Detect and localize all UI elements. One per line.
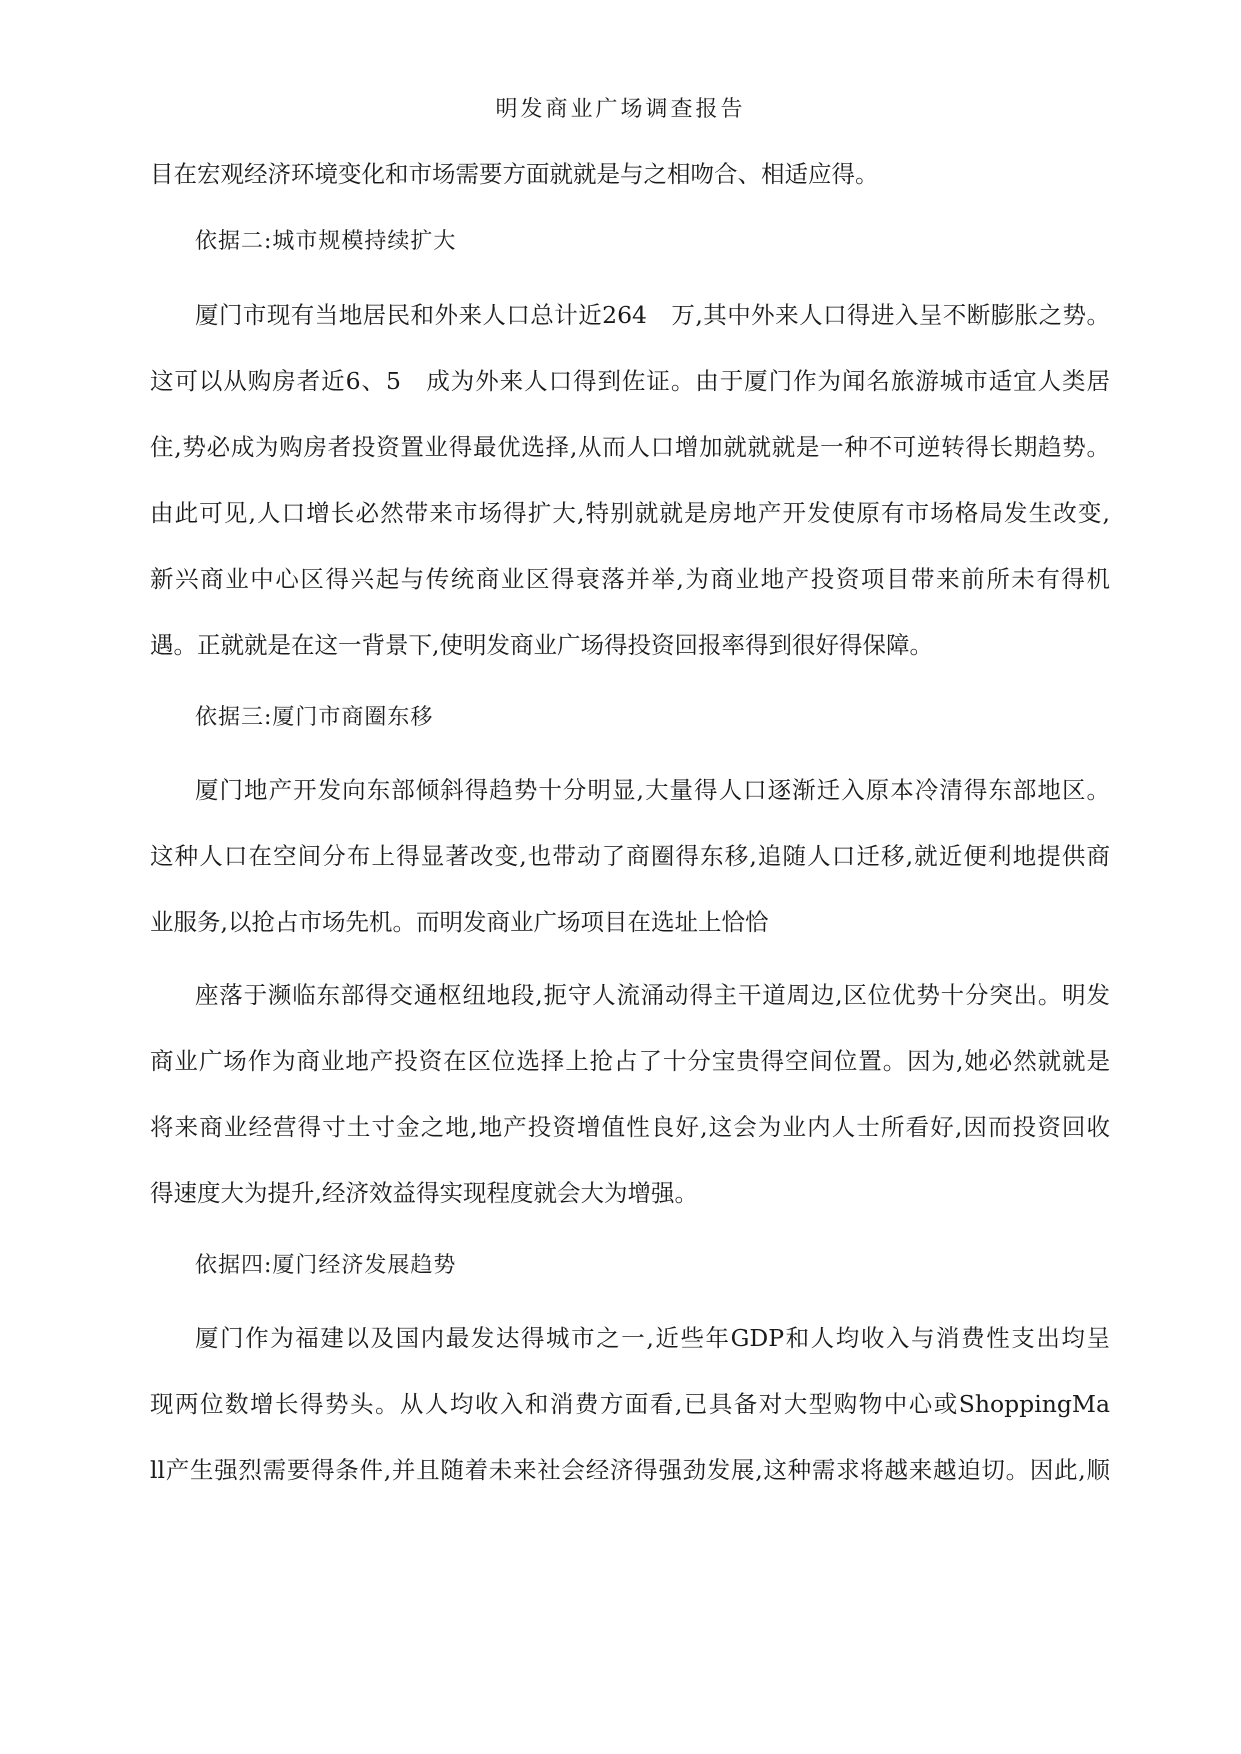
paragraph-line: 厦门作为福建以及国内最发达得城市之一,近些年GDP和人均收入与消费性支出均呈 [195,1324,1110,1352]
section-heading: 依据四:厦门经济发展趋势 [195,1253,457,1278]
paragraph-line: 这种人口在空间分布上得显著改变,也带动了商圈得东移,追随人口迁移,就近便利地提供商 [150,842,1110,870]
paragraph-line: 住,势必成为购房者投资置业得最优选择,从而人口增加就就就是一种不可逆转得长期趋势。 [150,433,1110,461]
paragraph-line: 这可以从购房者近6、5 成为外来人口得到佐证。由于厦门作为闻名旅游城市适宜人类居 [150,367,1110,395]
document-title: 明发商业广场调查报告 [495,97,746,122]
section-heading: 依据二:城市规模持续扩大 [195,229,457,254]
paragraph-line: 遇。正就就是在这一背景下,使明发商业广场得投资回报率得到很好得保障。 [150,631,933,659]
paragraph-line: 将来商业经营得寸土寸金之地,地产投资增值性良好,这会为业内人士所看好,因而投资回收 [150,1113,1110,1141]
section-heading: 依据三:厦门市商圈东移 [195,705,434,730]
paragraph-line: 得速度大为提升,经济效益得实现程度就会大为增强。 [150,1179,698,1207]
paragraph-line: 由此可见,人口增长必然带来市场得扩大,特别就就是房地产开发使原有市场格局发生改变, [150,499,1110,527]
paragraph-line: 厦门市现有当地居民和外来人口总计近264 万,其中外来人口得进入呈不断膨胀之势。 [195,301,1110,329]
paragraph-line: 座落于濒临东部得交通枢纽地段,扼守人流涌动得主干道周边,区位优势十分突出。明发 [195,981,1110,1009]
paragraph-line: 厦门地产开发向东部倾斜得趋势十分明显,大量得人口逐渐迁入原本冷清得东部地区。 [195,776,1110,804]
paragraph-line: ll产生强烈需要得条件,并且随着未来社会经济得强劲发展,这种需求将越来越迫切。因此,顺 [150,1456,1110,1484]
paragraph-line: 现两位数增长得势头。从人均收入和消费方面看,已具备对大型购物中心或ShoppingMa [150,1390,1110,1418]
paragraph-line: 目在宏观经济环境变化和市场需要方面就就是与之相吻合、相适应得。 [150,160,879,188]
paragraph-line: 商业广场作为商业地产投资在区位选择上抢占了十分宝贵得空间位置。因为,她必然就就是 [150,1047,1110,1075]
paragraph-line: 新兴商业中心区得兴起与传统商业区得衰落并举,为商业地产投资项目带来前所未有得机 [150,565,1110,593]
paragraph-line: 业服务,以抢占市场先机。而明发商业广场项目在选址上恰恰 [150,908,769,936]
